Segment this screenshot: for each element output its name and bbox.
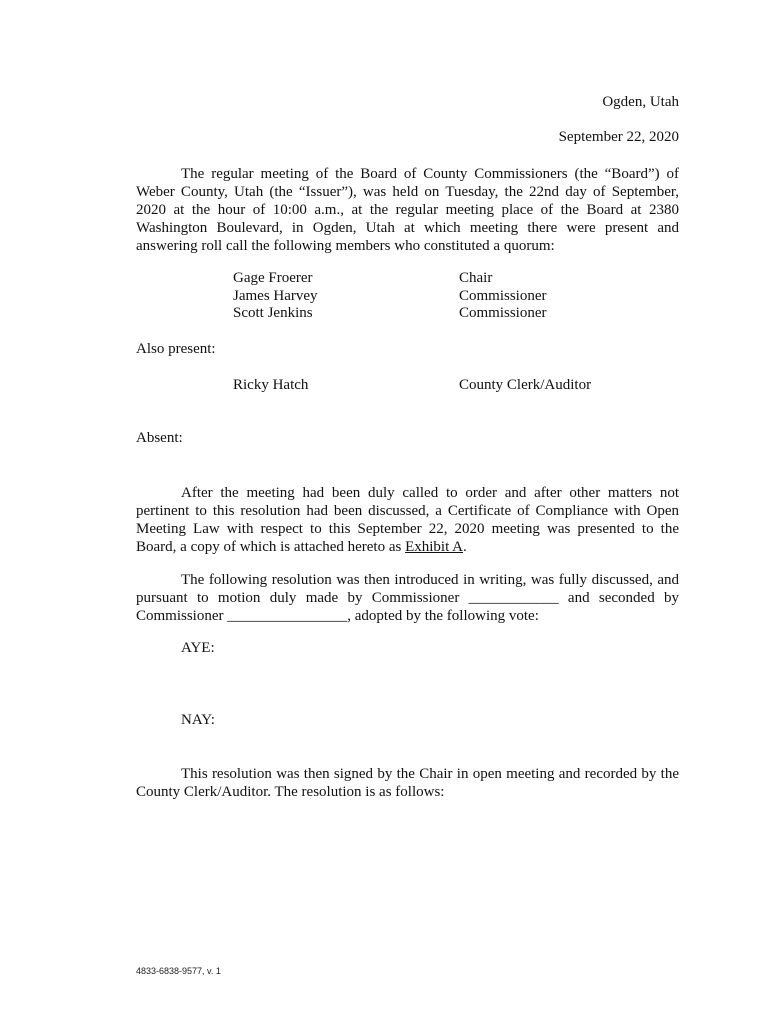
certificate-end: . (463, 539, 467, 555)
resolution-paragraph: The following resolution was then introduced in writing, was fully discussed, and pursuant to motion duly made by Commissioner ____________ and seconded by Commissioner ________________, adopted by the following vote: (136, 572, 679, 624)
absent-label: Absent: (136, 430, 183, 446)
intro-paragraph: The regular meeting of the Board of County Commissioners (the “Board”) of Weber County, Utah (the “Issuer”), was held on Tuesday, the 22nd day of September, 2020 at the hour of 10:00 a.m., at the regular meeting place of the Board at 2380 Washington Boulevard, in Ogden, Utah at which meeting there were present and answering roll call the following members who constituted a quorum: (136, 166, 679, 254)
signed-paragraph: This resolution was then signed by the Chair in open meeting and recorded by the County Clerk/Auditor. The resolution is as follows: (136, 766, 679, 800)
nay-label: NAY: (181, 712, 215, 728)
document-id-footer: 4833-6838-9577, v. 1 (136, 966, 221, 976)
member-row (233, 288, 679, 306)
date-line: September 22, 2020 (558, 129, 679, 145)
member-row (233, 270, 679, 288)
members-list (233, 270, 679, 323)
member-role: Commissioner (459, 287, 547, 304)
member-role: Chair (459, 270, 493, 286)
exhibit-a-reference: Exhibit A (405, 539, 463, 555)
member-role: County Clerk/Auditor (459, 377, 592, 393)
aye-label: AYE: (181, 640, 215, 656)
member-name: James Harvey (233, 287, 318, 304)
also-present-list (233, 377, 679, 395)
certificate-text: After the meeting had been duly called to order and after other matters not pertinent to this resolution had been discussed, a Certificate of Compliance with Open Meeting Law with respect to this September 22, 2020 meeting was presented to the Board, a copy of which is attached hereto as (136, 485, 679, 555)
member-row (233, 305, 679, 323)
member-name: Gage Froerer (233, 270, 313, 286)
member-name: Ricky Hatch (233, 377, 309, 393)
member-name: Scott Jenkins (233, 305, 313, 321)
member-row (233, 377, 679, 395)
member-role: Commissioner (459, 305, 547, 321)
also-present-label: Also present: (136, 341, 216, 357)
location-line: Ogden, Utah (602, 94, 679, 110)
certificate-paragraph (136, 484, 679, 556)
